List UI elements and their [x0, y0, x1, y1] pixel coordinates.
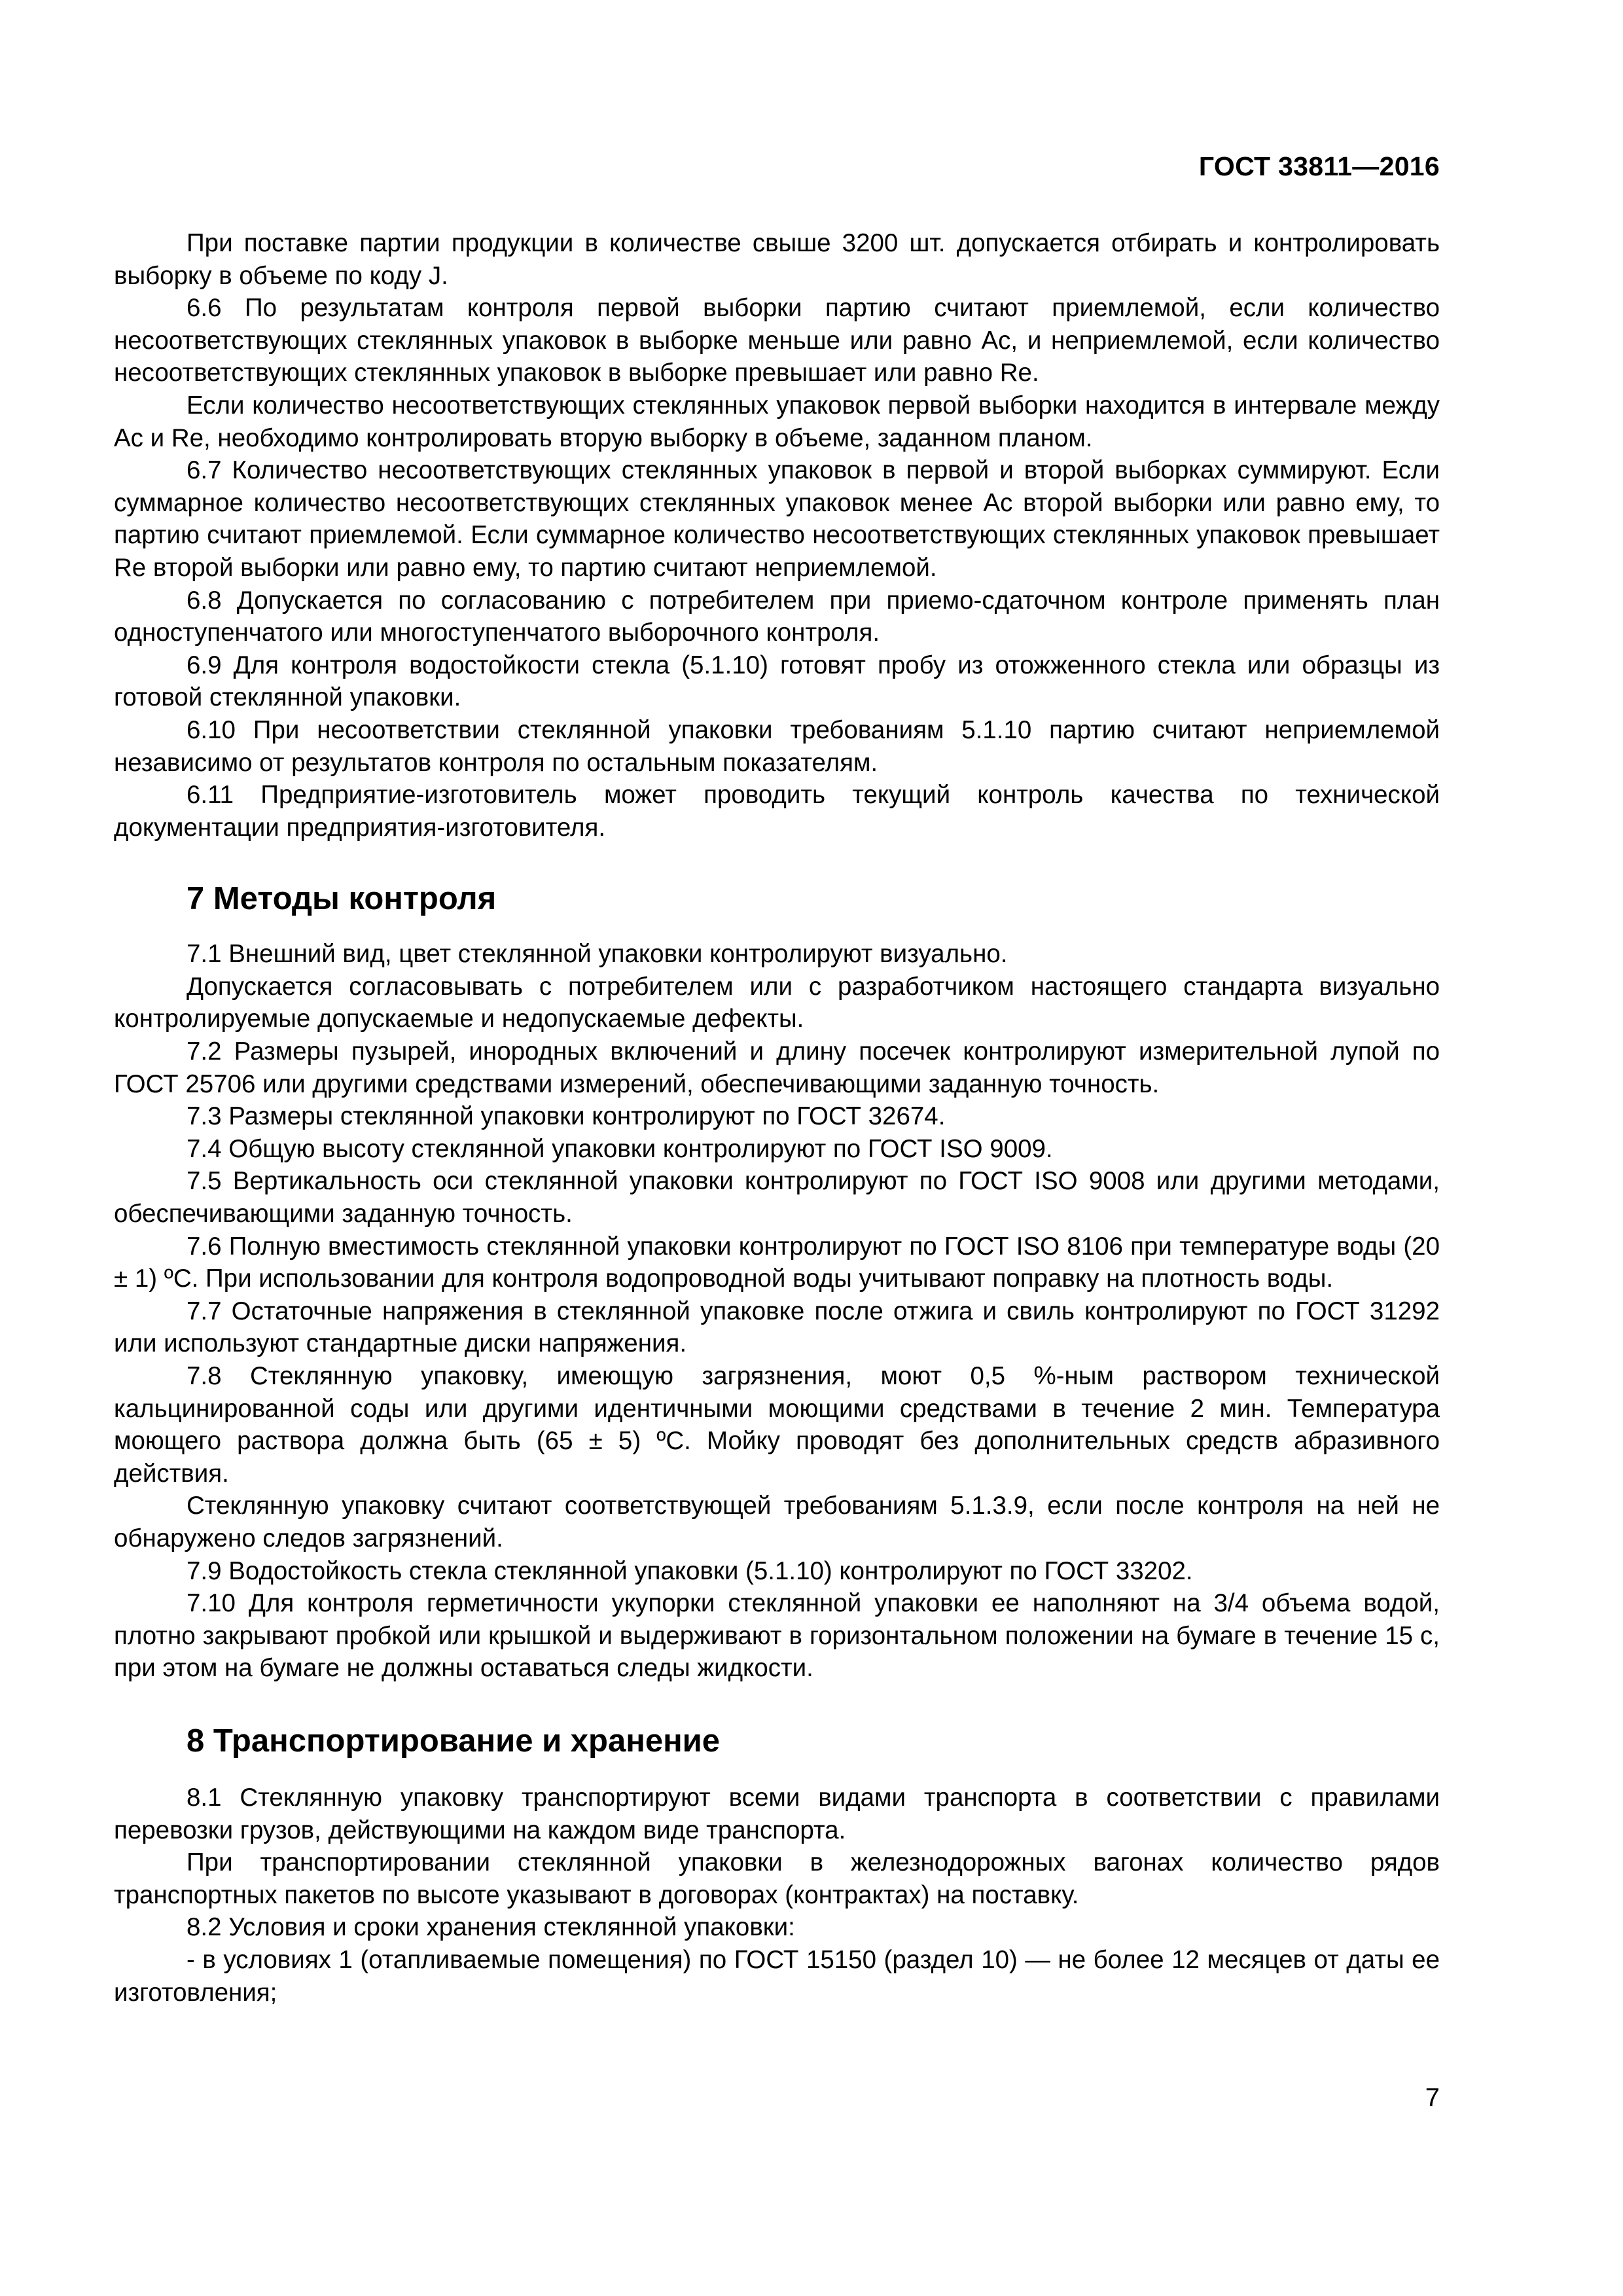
paragraph-7-9: 7.9 Водостойкость стекла стеклянной упаковки (5.1.10) контролируют по ГОСТ 33202. — [187, 1556, 1193, 1585]
paragraph-7-1: 7.1 Внешний вид, цвет стеклянной упаковки контролируют визуально. — [187, 940, 1008, 969]
page-number: 7 — [1425, 2083, 1440, 2112]
paragraph-7-7: 7.7 Остаточные напряжения в стеклянной упаковке после отжига и свиль контролируют по ГОСТ 31292 или используют стандартные диски напряжения. — [114, 1297, 1440, 1358]
paragraph-6-6-cont: Если количество несоответствующих стеклянных упаковок первой выборки находится в интервале между Ac и Re, необходимо контролировать вторую выборку в объеме, заданном планом. — [114, 391, 1440, 452]
paragraph-8-2: 8.2 Условия и сроки хранения стеклянной упаковки: — [187, 1913, 795, 1942]
paragraph-7-3: 7.3 Размеры стеклянной упаковки контролируют по ГОСТ 32674. — [187, 1102, 946, 1131]
page-content — [114, 227, 1440, 2009]
paragraph-7-8: 7.8 Стеклянную упаковку, имеющую загрязнения, моют 0,5 %-ным раствором технической кальцинированной соды или другими идентичными моющими средствами в течение 2 мин. Температура моющего раствора должна быть (65 ± 5) ºС. Мойку проводят без дополнительных средств абразивного действия. — [114, 1362, 1440, 1488]
paragraph-7-10: 7.10 Для контроля герметичности укупорки стеклянной упаковки ее наполняют на 3/4 объема водой, плотно закрывают пробкой или крышкой и выдерживают в горизонтальном положении на бумаге в течение 15 с, при этом на бумаге не должны оставаться следы жидкости. — [114, 1589, 1440, 1683]
section-8-heading: 8 Транспортирование и хранение — [187, 1723, 721, 1759]
paragraph-7-6: 7.6 Полную вместимость стеклянной упаковки контролируют по ГОСТ ISO 8106 при температуре воды (20 ± 1) ºС. При использовании для контроля водопроводной воды учитывают поправку на плотность воды. — [114, 1232, 1440, 1293]
paragraph-7-5: 7.5 Вертикальность оси стеклянной упаковки контролируют по ГОСТ ISO 9008 или другими методами, обеспечивающими заданную точность. — [114, 1167, 1440, 1229]
paragraph-6-11: 6.11 Предприятие-изготовитель может проводить текущий контроль качества по технической документации предприятия-изготовителя. — [114, 781, 1440, 842]
paragraph-6-7: 6.7 Количество несоответствующих стеклянных упаковок в первой и второй выборках суммируют. Если суммарное количество несоответствующих стеклянных упаковок менее Ac второй выборки или равно ему, то партию считают приемлемой. Если суммарное количество несоответствующих стеклянных упаковок превышает Re второй выборки или равно ему, то партию считают неприемлемой. — [114, 456, 1440, 582]
paragraph-6-8: 6.8 Допускается по согласованию с потребителем при приемо-сдаточном контроле применять план одноступенчатого или многоступенчатого выборочного контроля. — [114, 586, 1440, 647]
paragraph-6-10: 6.10 При несоответствии стеклянной упаковки требованиям 5.1.10 партию считают неприемлемой независимо от результатов контроля по остальным показателям. — [114, 715, 1440, 777]
paragraph-7-1-cont: Допускается согласовывать с потребителем или с разработчиком настоящего стандарта визуально контролируемые допускаемые и недопускаемые дефекты. — [114, 972, 1440, 1033]
paragraph-6-9: 6.9 Для контроля водостойкости стекла (5.1.10) готовят пробу из отожженного стекла или образцы из готовой стеклянной упаковки. — [114, 651, 1440, 712]
section-7-heading: 7 Методы контроля — [187, 881, 497, 917]
paragraph-7-2: 7.2 Размеры пузырей, инородных включений и длину посечек контролируют измерительной лупой по ГОСТ 25706 или другими средствами измерений, обеспечивающими заданную точность. — [114, 1037, 1440, 1098]
paragraph-8-1: 8.1 Стеклянную упаковку транспортируют всеми видами транспорта в соответствии с правилами перевозки грузов, действующими на каждом виде транспорта. — [114, 1783, 1440, 1844]
paragraph-7-4: 7.4 Общую высоту стеклянной упаковки контролируют по ГОСТ ISO 9009. — [187, 1134, 1053, 1163]
paragraph-8-1-cont: При транспортировании стеклянной упаковки в железнодорожных вагонах количество рядов транспортных пакетов по высоте указывают в договорах (контрактах) на поставку. — [114, 1848, 1440, 1909]
paragraph-8-2-item-1: - в условиях 1 (отапливаемые помещения) по ГОСТ 15150 (раздел 10) — не более 12 месяцев от даты ее изготовления; — [114, 1945, 1440, 2007]
standard-code-header: ГОСТ 33811—2016 — [1198, 151, 1440, 181]
paragraph-7-8-cont: Стеклянную упаковку считают соответствующей требованиям 5.1.3.9, если после контроля на ней не обнаружено следов загрязнений. — [114, 1492, 1440, 1552]
paragraph-6-6: 6.6 По результатам контроля первой выборки партию считают приемлемой, если количество несоответствующих стеклянных упаковок в выборке меньше или равно Ac, и неприемлемой, если количество несоответствующих стеклянных упаковок в выборке превышает или равно Re. — [114, 294, 1440, 387]
paragraph-6-5-cont: При поставке партии продукции в количестве свыше 3200 шт. допускается отбирать и контролировать выборку в объеме по коду J. — [114, 229, 1440, 290]
